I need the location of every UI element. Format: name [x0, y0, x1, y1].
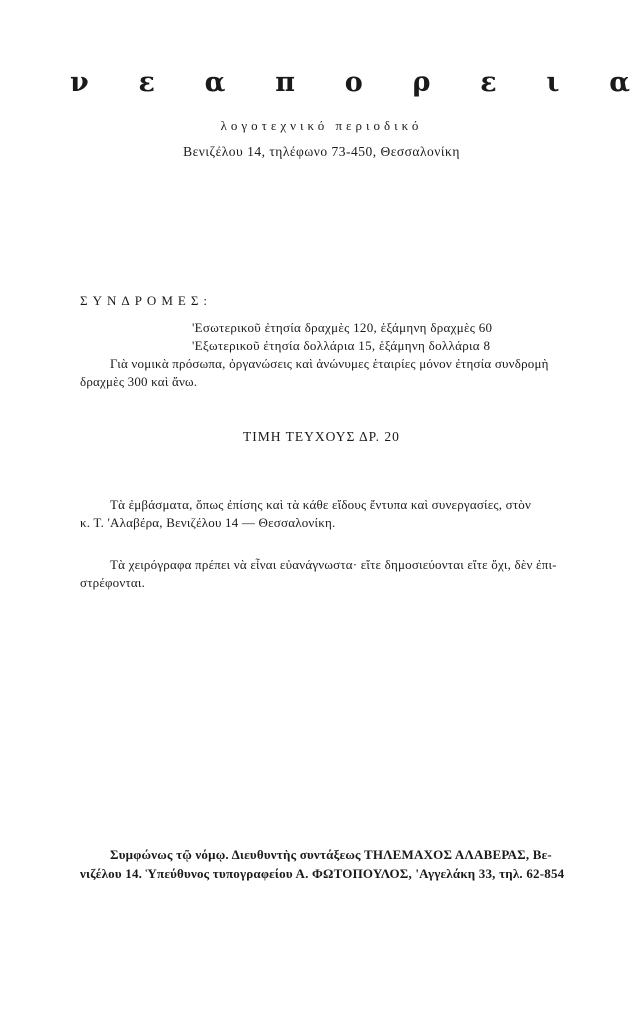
subscriptions-heading: ΣΥΝΔΡΟΜΕΣ: [80, 293, 212, 308]
paragraph-line: Τὰ χειρόγραφα πρέπει νὰ εἶναι εὐανάγνωστα· εἴτε δημοσιεύονται εἴτε ὄχι, δὲν ἐπι- [110, 557, 557, 572]
masthead-title [70, 66, 630, 100]
subscription-legal-entities [80, 355, 622, 391]
paragraph-line: δραχμὲς 300 καὶ ἄνω. [80, 374, 198, 389]
paragraph-line: Γιὰ νομικὰ πρόσωπα, ὀργανώσεις καὶ ἀνώνυμες ἑταιρίες μόνον ἐτησία συνδρομὴ [110, 356, 549, 371]
masthead-letter: ρ [412, 67, 431, 98]
magazine-subtitle: λογοτεχνικό περιοδικό [220, 118, 423, 133]
paragraph-line: Συμφώνως τῷ νόμῳ. Διευθυντὴς συντάξεως ΤΗΛΕΜΑΧΟΣ ΑΛΑΒΕΡΑΣ, Βε- [110, 847, 552, 862]
masthead-letter: ε [138, 67, 155, 98]
paragraph-line: Τὰ ἐμβάσματα, ὅπως ἐπίσης καὶ τὰ κάθε εἴδους ἔντυπα καὶ συνεργασίες, στὸν [110, 497, 532, 512]
masthead-letter: ε [480, 67, 497, 98]
manuscripts-notice [80, 556, 622, 592]
masthead-letter: ο [344, 67, 363, 98]
subscription-domestic: 'Εσωτερικοῦ ἐτησία δραχμὲς 120, ἑξάμηνη δραχμὲς 60 [192, 320, 493, 335]
masthead-letter: π [275, 67, 295, 98]
masthead-letter: α [609, 67, 630, 98]
legal-imprint [80, 845, 622, 883]
masthead-letter: ι [546, 67, 560, 98]
subscription-foreign: 'Εξωτερικοῦ ἐτησία δολλάρια 15, ἑξάμηνη δολλάρια 8 [192, 338, 491, 353]
masthead-letter: α [204, 67, 226, 98]
publisher-address: Βενιζέλου 14, τηλέφωνο 73-450, Θεσσαλονίκη [183, 144, 460, 159]
masthead-letter: ν [70, 67, 89, 98]
paragraph-line: κ. Τ. 'Αλαβέρα, Βενιζέλου 14 — Θεσσαλονίκη. [80, 515, 336, 530]
paragraph-line: νιζέλου 14. Ὑπεύθυνος τυπογραφείου Α. ΦΩΤΟΠΟΥΛΟΣ, 'Αγγελάκη 33, τηλ. 62-854 [80, 866, 565, 881]
paragraph-line: στρέφονται. [80, 575, 146, 590]
remittances-notice [80, 496, 622, 532]
issue-price: ΤΙΜΗ ΤΕΥΧΟΥΣ ΔΡ. 20 [243, 429, 400, 444]
